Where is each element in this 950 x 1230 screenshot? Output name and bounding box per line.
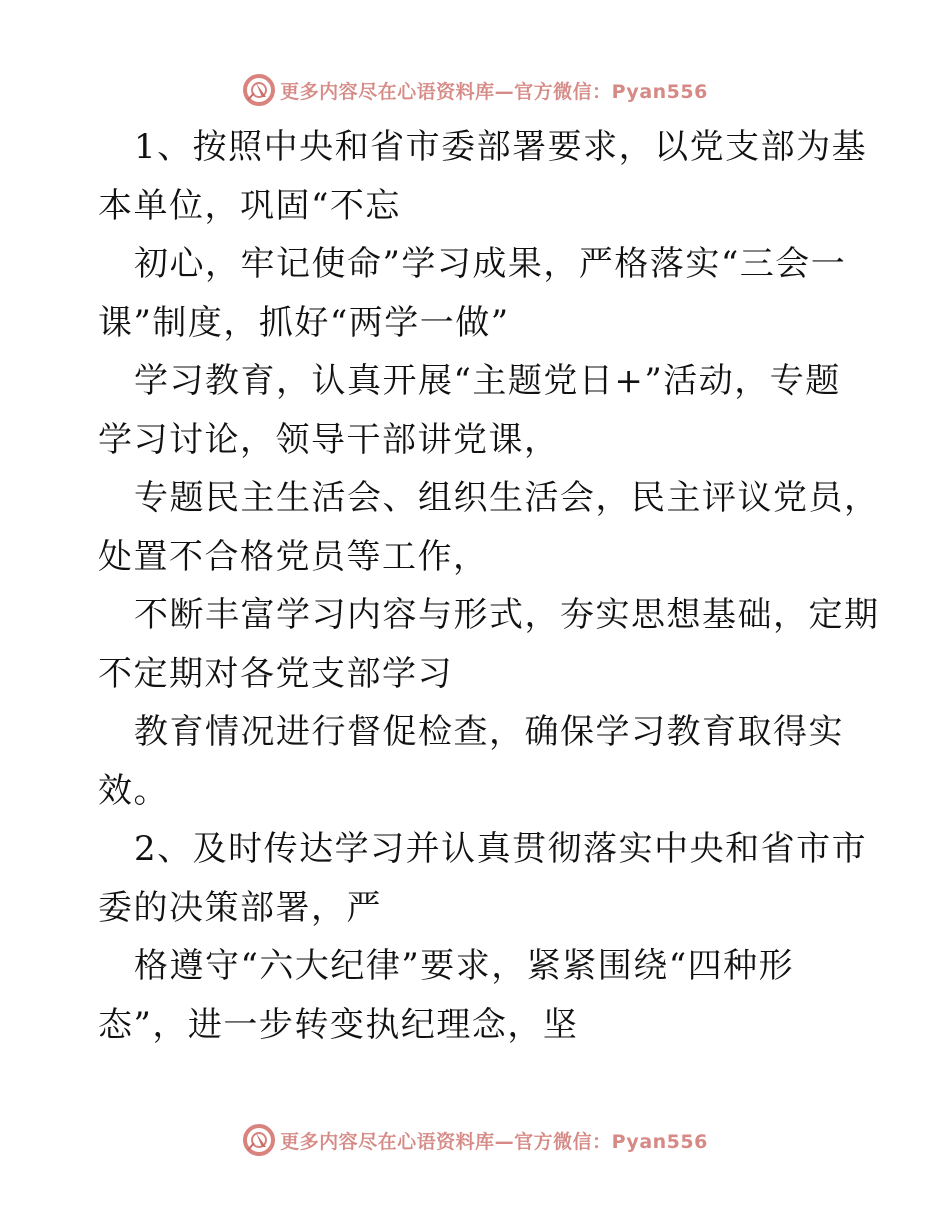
text-line: 2、及时传达学习并认真贯彻落实中央和省市市: [134, 829, 868, 869]
text-line: 课”制度，抓好“两学一做”: [98, 302, 510, 343]
banner-text: 更多内容尽在心语资料库—官方微信：Pyan556: [280, 1130, 708, 1153]
banner-text: 更多内容尽在心语资料库—官方微信：Pyan556: [280, 80, 708, 103]
text-line: 1、按照中央和省市委部署要求，以党支部为基: [134, 127, 868, 167]
paragraph-7: [98, 820, 868, 937]
paragraph-6: [98, 703, 858, 820]
paragraph-2: [98, 235, 858, 352]
footer-banner: [0, 1118, 950, 1162]
text-line: 格遵守“六大纪律”要求，紧紧围绕“四种形: [134, 946, 795, 986]
text-line: 本单位，巩固“不忘: [98, 185, 401, 226]
paragraph-4: [98, 469, 880, 586]
text-line: 不断丰富学习内容与形式，夯实思想基础，定期: [134, 595, 880, 635]
text-line: 处置不合格党员等工作，: [98, 536, 489, 577]
text-line: 效。: [98, 770, 169, 811]
paragraph-5: [98, 586, 880, 703]
text-line: 教育情况进行督促检查，确保学习教育取得实: [134, 712, 844, 752]
text-line: 学习讨论，领导干部讲党课，: [98, 419, 560, 460]
paragraph-1: [98, 118, 868, 235]
text-line: 初心，牢记使命”学习成果，严格落实“三会一: [134, 244, 847, 284]
text-line: 专题民主生活会、组织生活会，民主评议党员，: [134, 478, 880, 518]
seal-logo-icon: [242, 73, 276, 107]
seal-logo-icon: [242, 1123, 276, 1157]
text-line: 不定期对各党支部学习: [98, 653, 453, 694]
paragraph-8: [98, 937, 858, 1054]
document-body: [98, 118, 880, 1054]
header-banner: [0, 68, 950, 112]
text-line: 学习教育，认真开展“主题党日+”活动，专题: [134, 361, 841, 401]
paragraph-3: [98, 352, 858, 469]
text-line: 态”，进一步转变执纪理念，坚: [98, 1004, 579, 1045]
text-line: 委的决策部署，严: [98, 887, 382, 928]
